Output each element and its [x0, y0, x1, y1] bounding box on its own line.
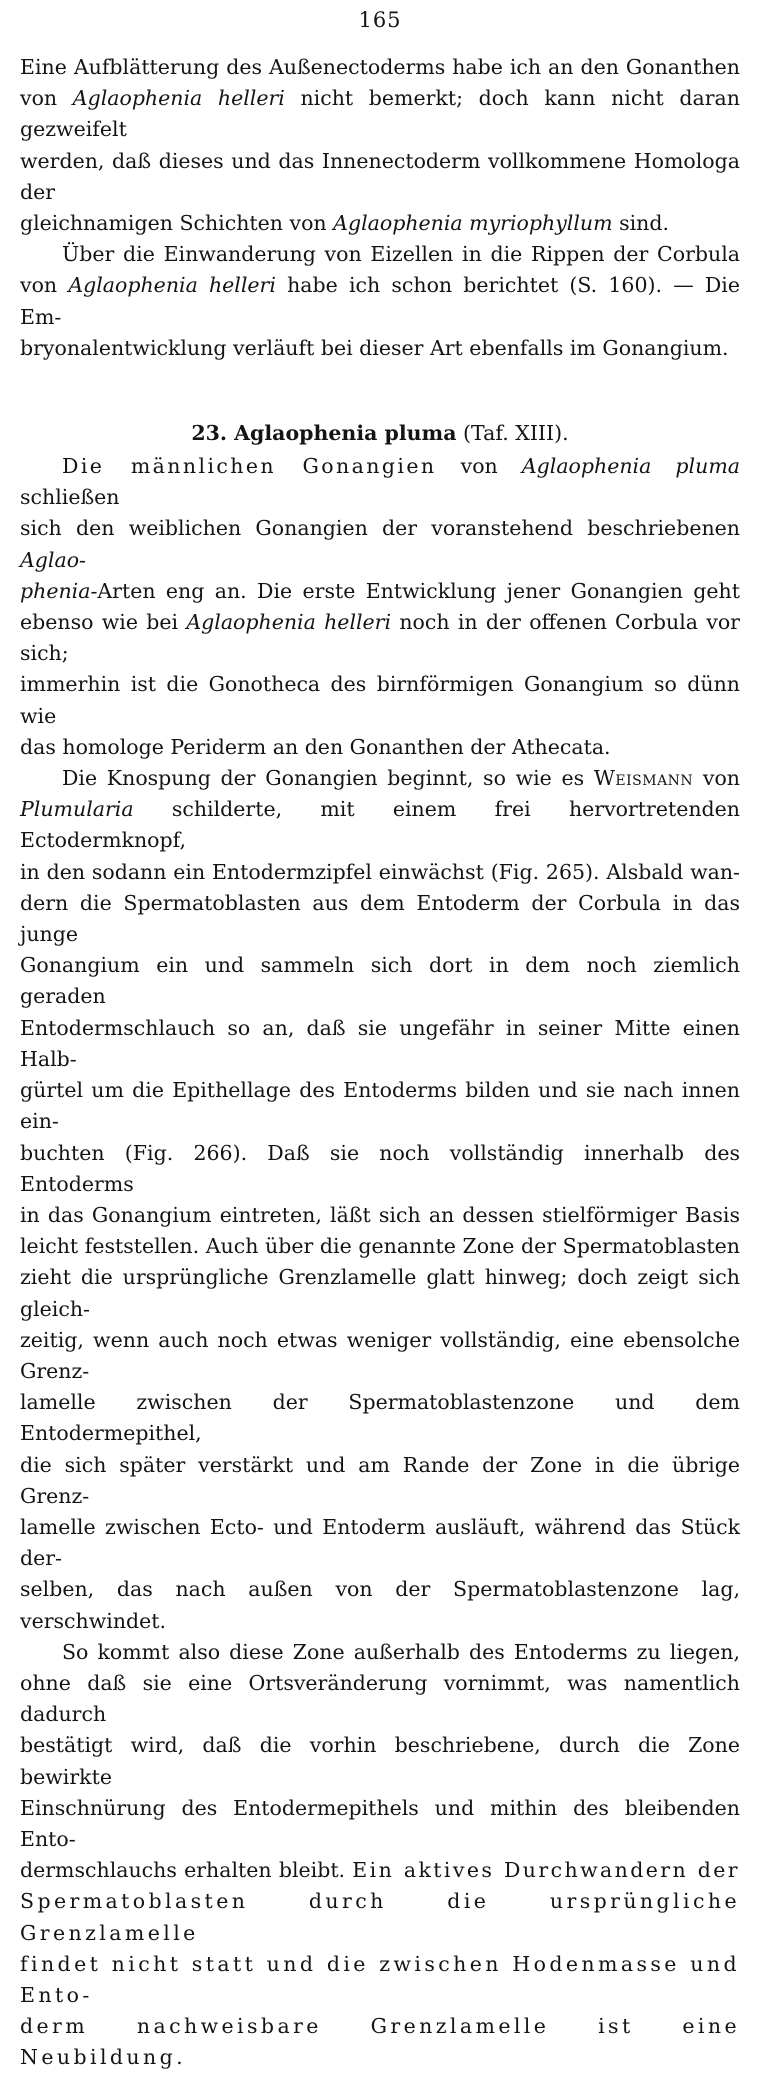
section-heading-plate-ref: (Taf. XIII). — [456, 421, 569, 446]
text-line — [20, 607, 740, 669]
text-line — [20, 83, 740, 145]
text-line: gürtel um die Epithellage des Entoderms bilden und sie nach innen ein- — [20, 1078, 740, 1134]
genus-name: Plumularia — [20, 797, 134, 822]
text-span: nicht bemerkt; doch kann nicht daran gezweifelt — [20, 86, 740, 142]
text-line: leicht feststellen. Auch über die genannte Zone der Spermatoblasten — [20, 1234, 740, 1259]
text-line: Eine Aufblätterung des Außenectoderms habe ich an den Gonanthen — [20, 55, 740, 79]
text-line — [20, 513, 740, 575]
text-line: bestätigt wird, daß die vorhin beschriebene, durch die Zone bewirkte — [20, 1733, 740, 1789]
text-line: lamelle zwischen der Spermatoblastenzone und dem Entodermepithel, — [20, 1390, 740, 1446]
text-span: dermschlauchs erhalten bleibt. — [20, 1858, 353, 1883]
text-line: Über die Einwanderung von Eizellen in die Rippen der Corbula — [62, 242, 740, 267]
text-line: zieht die ursprüngliche Grenzlamelle glatt hinweg; doch zeigt sich gleich- — [20, 1265, 740, 1321]
text-line: findet nicht statt und die zwischen Hodenmasse und Ento- — [20, 1951, 740, 2007]
text-span: schilderte, mit einem frei hervortretenden Ectodermknopf, — [20, 797, 740, 853]
text-line: werden, daß dieses und das Innenectoderm vollkommene Homologa der — [20, 148, 740, 204]
text-line: das homologe Periderm an den Gonanthen der Athecata. — [20, 734, 611, 759]
author-name: Weismann — [593, 766, 694, 791]
text-line: Einschnürung des Entodermepithels und mithin des bleibenden Ento- — [20, 1795, 740, 1851]
emphasized-text: Ein aktives Durchwandern der — [352, 1858, 740, 1883]
page-number: 165 — [358, 8, 402, 32]
text-span: sich den weiblichen Gonangien der voranstehend beschriebenen — [20, 516, 740, 541]
text-line: selben, das nach außen von der Spermatoblastenzone lag, verschwindet. — [20, 1577, 740, 1633]
section-heading — [20, 418, 740, 449]
text-line: So kommt also diese Zone außerhalb des Entoderms zu liegen, — [62, 1639, 740, 1664]
text-line: Gonangium ein und sammeln sich dort in dem noch ziemlich geraden — [20, 953, 740, 1009]
text-line — [20, 794, 740, 856]
text-line: immerhin ist die Gonotheca des birnförmigen Gonangium so dünn wie — [20, 672, 740, 728]
text-line: dern die Spermatoblasten aus dem Entoderm der Corbula in das junge — [20, 890, 740, 947]
text-line: Spermatoblasten durch die ursprüngliche Grenzlamelle — [20, 1889, 740, 1945]
text-line — [20, 451, 740, 513]
text-span: schließen — [20, 485, 120, 510]
species-name: Aglaophenia helleri — [68, 273, 276, 298]
species-name: phenia — [20, 578, 91, 603]
text-span: von — [20, 273, 69, 298]
text-line: lamelle zwischen Ecto- und Entoderm ausläuft, während das Stück der- — [20, 1514, 740, 1571]
text-span: sind. — [612, 211, 669, 236]
text-line — [20, 208, 740, 239]
text-line: derm nachweisbare Grenzlamelle ist eine Neubildung. — [20, 2014, 740, 2070]
paragraph-3 — [20, 451, 740, 763]
species-name: Aglaophenia helleri — [186, 610, 392, 635]
emphasized-text: Die männlichen Gonangien — [62, 454, 437, 479]
text-span: von — [436, 454, 522, 479]
text-line: ohne daß sie eine Ortsveränderung vornimmt, was namentlich dadurch — [20, 1670, 740, 1727]
text-line: Entodermschlauch so an, daß sie ungefähr in seiner Mitte einen Halb- — [20, 1015, 740, 1071]
species-name: Aglaophenia helleri — [72, 86, 285, 111]
section-heading-title: 23. Aglaophenia pluma — [191, 421, 457, 446]
text-span: Die Knospung der Gonangien beginnt, so wie es — [62, 766, 594, 791]
text-line: in den sodann ein Entodermzipfel einwächst (Fig. 265). Alsbald wan- — [20, 859, 740, 884]
species-name: Aglao- — [20, 547, 86, 572]
text-span: habe ich schon berichtet (S. 160). — Die Em- — [20, 273, 740, 329]
text-span: -Arten eng an. Die erste Entwicklung jener Gonangien geht — [90, 578, 740, 603]
text-line: zeitig, wenn auch noch etwas weniger vollständig, eine ebensolche Grenz- — [20, 1327, 740, 1383]
paragraph-2 — [20, 239, 740, 364]
text-line: bryonalentwicklung verläuft bei dieser Art ebenfalls im Gonangium. — [20, 335, 729, 360]
paragraph-4 — [20, 763, 740, 1637]
text-line — [20, 576, 740, 607]
paragraph-1 — [20, 52, 740, 239]
text-span: von — [20, 86, 73, 111]
text-line: die sich später verstärkt und am Rande der Zone in die übrige Grenz- — [20, 1452, 740, 1508]
text-span: ebenso wie bei — [20, 610, 187, 635]
text-line: buchten (Fig. 266). Daß sie noch vollständig innerhalb des Entoderms — [20, 1140, 740, 1196]
species-name: Aglaophenia pluma — [521, 454, 740, 479]
text-span: noch in der offenen Corbula vor sich; — [20, 610, 740, 666]
text-line — [20, 1855, 740, 1886]
text-line: in das Gonangium eintreten, läßt sich an dessen stielförmiger Basis — [20, 1202, 740, 1227]
text-line — [20, 270, 740, 332]
paragraph-5 — [20, 1637, 740, 2074]
text-span: von — [693, 766, 740, 791]
text-span: gleichnamigen Schichten von — [20, 211, 334, 236]
text-line — [20, 763, 740, 794]
species-name: Aglaophenia myriophyllum — [333, 211, 613, 236]
